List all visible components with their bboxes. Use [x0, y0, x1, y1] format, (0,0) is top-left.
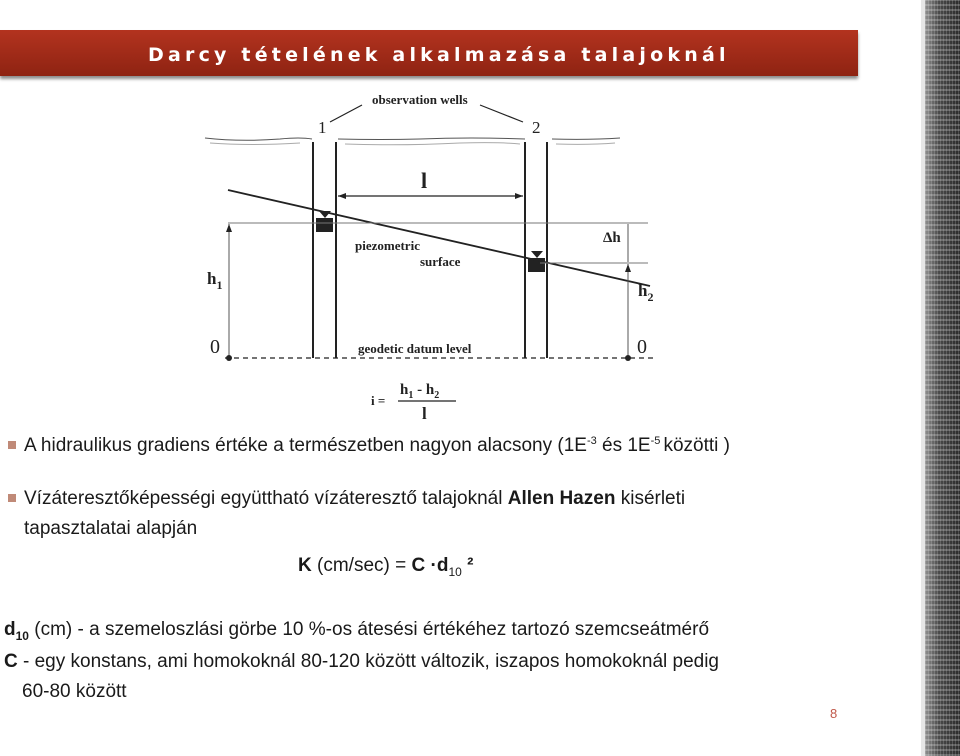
bullet-permeability-line2: tapasztalatai alapján	[24, 518, 198, 539]
well-2-label: 2	[532, 118, 541, 137]
formula-denominator: l	[422, 404, 427, 423]
allen-hazen-name: Allen Hazen	[507, 488, 616, 509]
bullet-text: és 1E	[596, 435, 651, 456]
bullet-marker	[8, 441, 16, 449]
formula-i: i =	[371, 393, 386, 408]
definition-text: (cm) - a szemeloszlási görbe 10 %-os átesési értékéhez tartozó szemcseátmérő	[28, 619, 710, 640]
definition-d10	[4, 618, 709, 642]
definition-c-line2: 60-80 között	[22, 681, 127, 702]
c-symbol: C	[4, 651, 18, 672]
l-label: l	[421, 168, 428, 193]
exponent: -3	[586, 435, 597, 447]
bullet-permeability	[24, 487, 685, 511]
well-arrow-1	[330, 105, 362, 122]
ground-surface	[205, 138, 620, 145]
bullet-hydraulic-gradient	[24, 434, 730, 458]
well-2-marker	[531, 251, 543, 258]
formula-units: (cm/sec) =	[311, 555, 412, 576]
formula-numerator: $h_1 - h_2$	[400, 382, 440, 401]
definition-text: - egy konstans, ami homokoknál 80-120 között változik, iszapos homokoknál pedig	[17, 651, 719, 672]
delta-h-label: Δh	[603, 230, 621, 246]
formula-subscript: 10	[448, 565, 462, 579]
surface-label: surface	[420, 254, 461, 269]
formula-c-d: C ·d	[411, 555, 449, 576]
exponent: -5	[650, 435, 664, 447]
d-symbol: d	[4, 619, 16, 640]
bullet-text: közötti )	[663, 435, 730, 456]
observation-wells-label: observation wells	[372, 92, 468, 107]
d-subscript: 10	[15, 629, 29, 643]
bullet-text: Vízáteresztőképességi együttható vízáteresztő talajoknál	[24, 488, 508, 509]
bullet-text: A hidraulikus gradiens értéke a természetben nagyon alacsony (1E	[24, 435, 587, 456]
well-1-water	[316, 218, 333, 232]
definition-c	[4, 650, 719, 674]
formula-square: ²	[461, 555, 474, 576]
hazen-formula	[298, 554, 473, 578]
bullet-text: kisérleti	[615, 488, 686, 509]
piezometric-line	[228, 190, 650, 286]
zero-left-label: 0	[210, 336, 220, 358]
well-2	[525, 142, 547, 358]
bullet-marker	[8, 494, 16, 502]
zero-right-label: 0	[637, 336, 647, 358]
page-number: 8	[830, 706, 838, 721]
well-1-label: 1	[318, 118, 327, 137]
datum-label: geodetic datum level	[358, 341, 472, 356]
slide-title: Darcy tételének alkalmazása talajoknál	[148, 44, 730, 66]
well-arrow-2	[480, 105, 523, 122]
piezometric-label: piezometric	[355, 238, 420, 253]
h1-label: $h_1$	[207, 269, 223, 292]
well-1	[313, 142, 336, 358]
h2-label: $h_2$	[638, 281, 654, 304]
formula-k: K	[298, 555, 312, 576]
